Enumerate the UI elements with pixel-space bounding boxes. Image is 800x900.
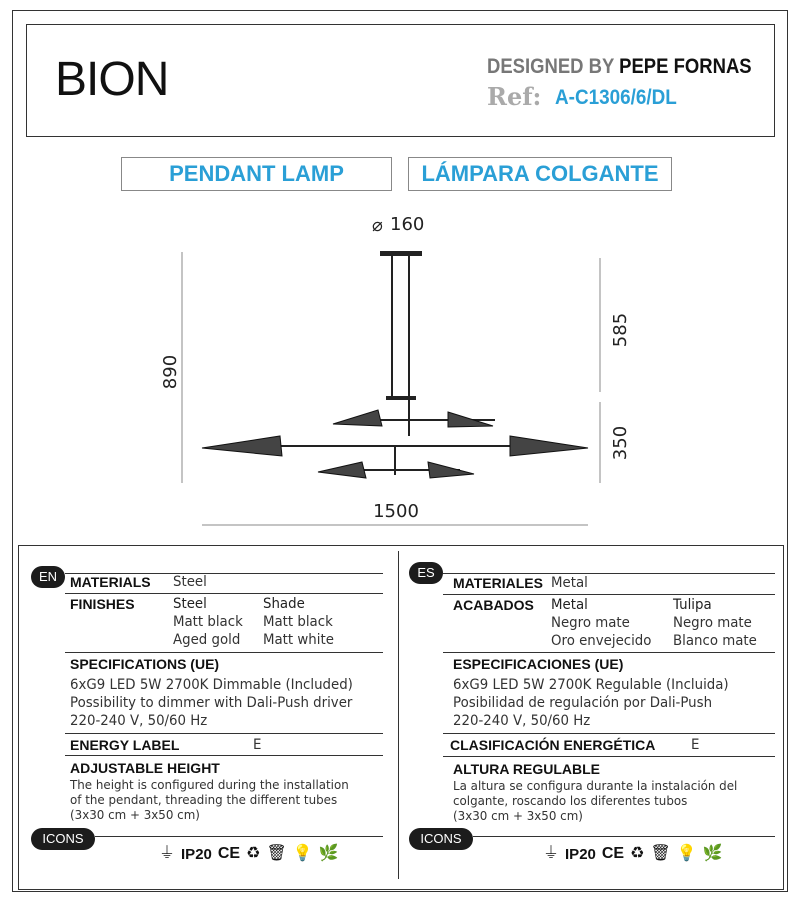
led-bulb-icon: 💡	[676, 845, 697, 862]
title-es: LÁMPARA COLGANTE	[408, 157, 672, 191]
specifications-label: ESPECIFICACIONES (UE)	[453, 656, 624, 672]
energy-label: CLASIFICACIÓN ENERGÉTICA	[450, 737, 656, 753]
finish-col1-item: Oro envejecido	[551, 633, 652, 649]
icons-badge-es: ICONS	[409, 828, 473, 850]
row-line	[443, 594, 775, 595]
product-name: BION	[55, 53, 169, 106]
earth-ground-icon: ⏚	[159, 845, 176, 862]
lang-badge-en: EN	[31, 566, 65, 588]
row-line	[443, 733, 775, 734]
dim-890: 890	[160, 354, 181, 390]
finish-col2-item: Matt black	[263, 614, 333, 630]
finish-col1-item: Matt black	[173, 614, 243, 630]
certification-icons	[543, 845, 723, 863]
dim-1500: 1500	[373, 501, 419, 522]
row-line	[443, 573, 775, 574]
spec-line: 6xG9 LED 5W 2700K Dimmable (Included)	[70, 677, 353, 693]
certification-icons	[159, 845, 339, 863]
recycle-icon: ♻	[630, 845, 645, 862]
lang-badge-es: ES	[409, 562, 443, 584]
weee-bin-icon: 🗑	[266, 845, 287, 862]
finish-col1-header: Metal	[551, 597, 588, 613]
upper-shade-left	[333, 410, 382, 426]
adjustable-line: (3x30 cm + 3x50 cm)	[70, 807, 200, 822]
ref-value: A-C1306/6/DL	[555, 86, 677, 109]
row-line	[65, 733, 383, 734]
materials-label: MATERIALES	[453, 575, 543, 591]
adjustable-line: The height is configured during the installation	[70, 777, 349, 792]
led-bulb-icon: 💡	[292, 845, 313, 862]
specifications-area	[18, 545, 784, 890]
finish-col2-header: Shade	[263, 596, 305, 612]
spec-line: 220-240 V, 50/60 Hz	[70, 713, 208, 729]
lower-shade-right	[428, 462, 474, 478]
eco-a-plus-plus-icon: 🌿	[702, 845, 723, 862]
materials-label: MATERIALS	[70, 574, 151, 590]
materials-value: Metal	[551, 575, 588, 591]
energy-value: E	[253, 737, 262, 753]
adjustable-line: colgante, roscando los diferentes tubos	[453, 793, 688, 808]
header-box	[26, 24, 775, 137]
row-line	[443, 652, 775, 653]
diameter-symbol: ⌀	[372, 215, 383, 236]
adjustable-line: (3x30 cm + 3x50 cm)	[453, 808, 583, 823]
dim-585: 585	[610, 312, 631, 348]
finishes-label: FINISHES	[70, 596, 135, 612]
lower-shade-left	[318, 462, 366, 478]
adjustable-height-label: ALTURA REGULABLE	[453, 761, 600, 777]
ip-rating: IP20	[565, 845, 596, 863]
spec-line: 220-240 V, 50/60 Hz	[453, 713, 591, 729]
finish-col1-item: Negro mate	[551, 615, 630, 631]
panel-divider	[398, 551, 399, 879]
row-line	[443, 756, 775, 757]
row-line	[95, 836, 383, 837]
ce-mark-icon: CE	[217, 845, 241, 862]
lamp-technical-drawing	[0, 200, 800, 535]
dim-350: 350	[610, 425, 631, 461]
title-en: PENDANT LAMP	[121, 157, 392, 191]
finish-col2-item: Blanco mate	[673, 633, 757, 649]
adjustable-height-label: ADJUSTABLE HEIGHT	[70, 760, 220, 776]
row-line	[65, 652, 383, 653]
ip-rating: IP20	[181, 845, 212, 863]
specifications-label: SPECIFICATIONS (UE)	[70, 656, 220, 672]
adjustable-line: of the pendant, threading the different tubes	[70, 792, 338, 807]
panel-en	[19, 546, 401, 891]
materials-value: Steel	[173, 574, 207, 590]
canopy	[380, 251, 422, 256]
weee-bin-icon: 🗑	[650, 845, 671, 862]
finishes-label: ACABADOS	[453, 597, 534, 613]
finish-col1-header: Steel	[173, 596, 207, 612]
recycle-icon: ♻	[246, 845, 261, 862]
eco-a-plus-plus-icon: 🌿	[318, 845, 339, 862]
ce-mark-icon: CE	[601, 845, 625, 862]
icons-badge-en: ICONS	[31, 828, 95, 850]
spec-line: Posibilidad de regulación por Dali-Push	[453, 695, 713, 711]
spec-line: 6xG9 LED 5W 2700K Regulable (Incluida)	[453, 677, 729, 693]
middle-shade-left	[202, 436, 282, 456]
finish-col1-item: Aged gold	[173, 632, 241, 648]
rod-joint	[386, 396, 416, 400]
finish-col2-header: Tulipa	[673, 597, 712, 613]
adjustable-line: La altura se configura durante la instalación del	[453, 778, 738, 793]
energy-label: ENERGY LABEL	[70, 737, 180, 753]
spec-line: Possibility to dimmer with Dali-Push driver	[70, 695, 353, 711]
finish-col2-item: Negro mate	[673, 615, 752, 631]
energy-value: E	[691, 737, 700, 753]
ref-label: Ref:	[487, 82, 542, 111]
row-line	[473, 836, 775, 837]
row-line	[65, 593, 383, 594]
designer-name: PEPE FORNAS	[619, 55, 752, 78]
middle-shade-right	[510, 436, 588, 456]
finish-col2-item: Matt white	[263, 632, 334, 648]
designed-by-prefix: DESIGNED BY	[487, 55, 615, 78]
panel-es	[401, 546, 783, 891]
row-line	[65, 755, 383, 756]
earth-ground-icon: ⏚	[543, 845, 560, 862]
designer-credit	[487, 55, 752, 79]
diameter-value: 160	[390, 214, 425, 235]
